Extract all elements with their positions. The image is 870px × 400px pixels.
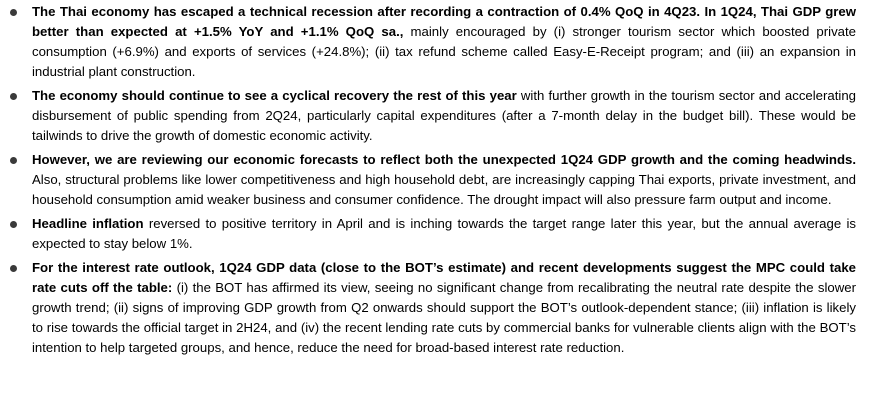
bullet-bold-text: However, we are reviewing our economic forecasts to reflect both the unexpected 1Q24 GDP growth and the coming headwinds. <box>32 152 856 167</box>
bullet-body-text: with further growth in the tourism sector and accelerating disbursement of public spending from 2Q24, particularly capital expenditures (after a 7-month delay in the budget bill). These would be tailwinds to drive the growth of domestic economic activity. <box>32 88 856 143</box>
bullet-icon <box>10 9 17 16</box>
bullet-bold-text: The economy should continue to see a cyclical recovery the rest of this year <box>32 88 517 103</box>
bullet-list <box>10 2 856 358</box>
bullet-icon <box>10 221 17 228</box>
bullet-item-interest-rate <box>10 258 856 358</box>
bullet-icon <box>10 157 17 164</box>
bullet-body-text: Also, structural problems like lower competitiveness and high household debt, are increasingly capping Thai exports, private investment, and household consumption amid weaker business and consumer confidence. The drought impact will also pressure farm output and income. <box>32 172 856 207</box>
bullet-item-inflation <box>10 214 856 254</box>
bullet-icon <box>10 93 17 100</box>
bullet-item-forecasts <box>10 150 856 210</box>
bullet-bold-text: For the interest rate outlook, 1Q24 GDP data (close to the BOT’s estimate) and recent developments suggest the MPC could take rate cuts off the table: <box>32 260 856 295</box>
bullet-body-text: (i) the BOT has affirmed its view, seeing no significant change from recalibrating the neutral rate despite the slower growth trend; (ii) signs of improving GDP growth from Q2 onwards should support the BOT’s outlook-dependent stance; (iii) inflation is likely to rise towards the official target in 2H24, and (iv) the recent lending rate cuts by commercial banks for vulnerable clients align with the BOT’s intention to help targeted groups, and hence, reduce the need for broad-based interest rate reduction. <box>32 280 856 355</box>
bullet-bold-text: The Thai economy has escaped a technical recession after recording a contraction of 0.4% QoQ in 4Q23. In 1Q24, Thai GDP grew better than expected at +1.5% YoY and +1.1% QoQ sa., <box>32 4 856 39</box>
bullet-item-recession <box>10 2 856 82</box>
bullet-bold-text: Headline inflation <box>32 216 144 231</box>
bullet-body-text: reversed to positive territory in April and is inching towards the target range later this year, but the annual average is expected to stay below 1%. <box>32 216 857 251</box>
bullet-body-text: mainly encouraged by (i) stronger tourism sector which boosted private consumption (+6.9%) and exports of services (+24.8%); (ii) tax refund scheme called Easy-E-Receipt program; and (iii) an expansion in industrial plant construction. <box>32 24 857 79</box>
bullet-icon <box>10 265 17 272</box>
bullet-item-recovery <box>10 86 856 146</box>
